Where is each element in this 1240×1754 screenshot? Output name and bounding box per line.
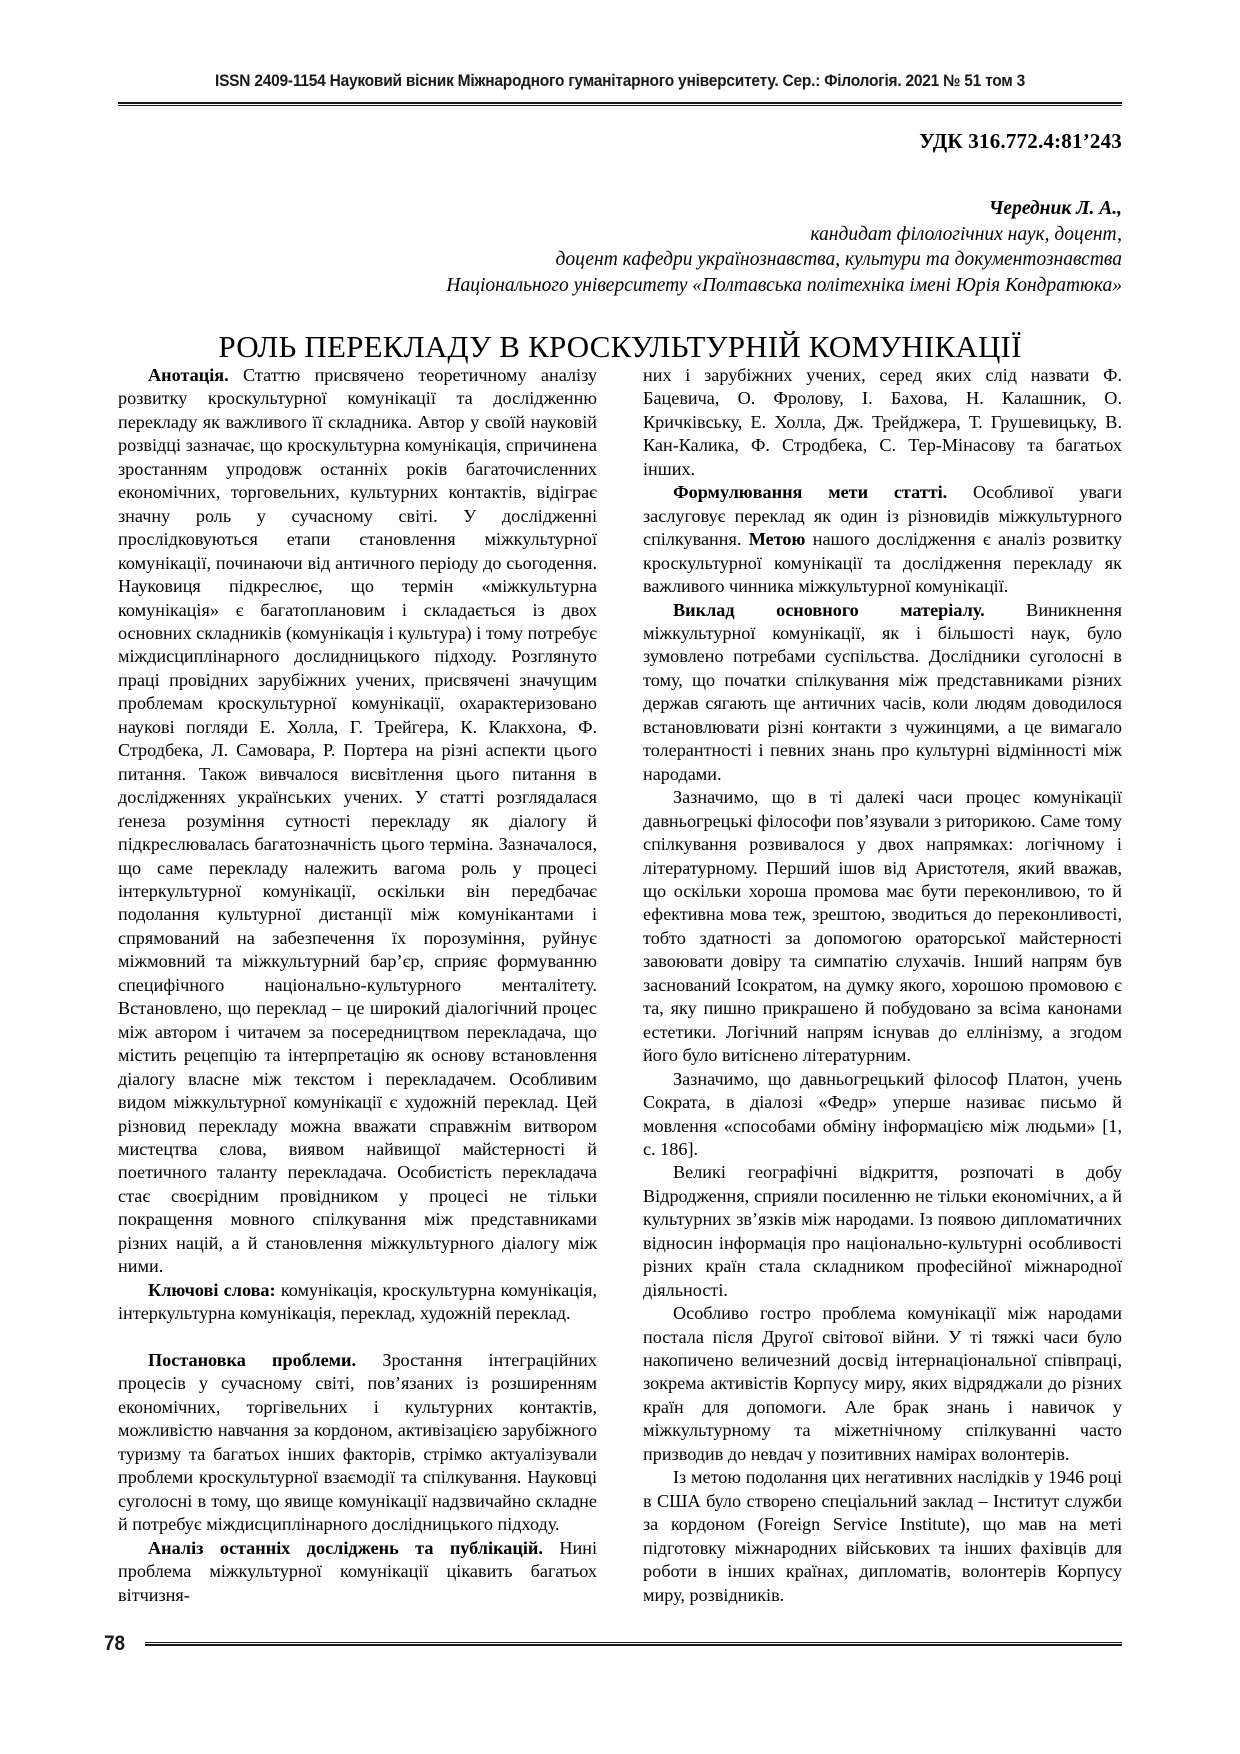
material-body: Виникнення міжкультурної комунікації, як і більшості наук, було зумовлено потребами суспільства. Дослідники суголосні в тому, що початки спілкування між представниками різних держав сягають ще античних часів, коли людям доводилося встановлювати різні контакти з чужинцями, а це вимагало толерантності і певних знань про культурні відмінності між народами. [643,599,1122,784]
analysis-paragraph [118,1537,597,1607]
analysis-continuation: них і зарубіжних учених, серед яких слід назвати Ф. Бацевича, О. Фролову, І. Бахова, Н. Калашник, О. Кричківську, Е. Холла, Дж. Трейджера, Т. Грушевицьку, В. Кан-Калика, Ф. Стродбека, С. Тер-Мінасову та багатьох інших. [643,365,1122,479]
keywords-paragraph [118,1279,597,1326]
keywords-label: Ключові слова: [148,1279,276,1300]
header-divider [118,102,1122,106]
fsi-paragraph: Із метою подолання цих негативних наслідків у 1946 році в США було створено спеціальний заклад – Інститут служби за кордоном (Foreign Service Institute), що мав на меті підготовку міжнародних військових та інших фахівців для роботи в інших країнах, дипломатів, волонтерів Корпусу миру, розвідників. [643,1467,1122,1605]
udc-code: УДК 316.772.4:81’243 [919,129,1122,153]
body-columns [118,364,1123,1605]
footer-divider [145,1642,1122,1646]
aim-paragraph [643,481,1122,598]
author-affiliation: Національного університету «Полтавська політехніка імені Юрія Кондратюка» [446,274,1122,296]
analysis-label: Аналіз останніх досліджень та публікацій. [148,1537,543,1558]
problem-label: Постановка проблеми. [148,1350,357,1371]
aim-label-secondary: Метою [748,529,806,550]
analysis-body: Нині проблема міжкультурної комунікації цікавить багатьох вітчизня- [118,1537,597,1605]
running-head-text: ISSN 2409-1154 Науковий вісник Міжнародного гуманітарного університету. Сер.: Філологія. 2021 № 51 том 3 [214,72,1026,90]
running-head [118,72,1122,90]
author-degree: кандидат філологічних наук, доцент, [810,223,1122,245]
greek-paragraph: Зазначимо, що в ті далекі часи процес комунікації давньогрецькі філософи пов’язували з риторикою. Саме тому спілкування розвивалося у двох напрямках: логічному і літературному. Перший ішов від Аристотеля, який вважав, що оскільки хороша промова має бути переконливою, то й ефективна мова теж, зрештою, зводиться до переконливості, тобто здатності за допомогою ораторської майстерності завоювати довіру та симпатію слухачів. Інший напрям був заснований Ісократом, на думку якого, хорошою промовою є та, яку пишно прикрашено й побудовано за всіма канонами естетики. Логічний напрям існував до еллінізму, а згодом його було витіснено літературним. [643,787,1122,1066]
keywords-body: комунікація, кроскультурна комунікація, інтеркультурна комунікація, переклад, художній переклад. [118,1279,598,1324]
article-title: РОЛЬ ПЕРЕКЛАДУ В КРОСКУЛЬТУРНІЙ КОМУНІКАЦІЇ [218,328,1022,364]
problem-body: Зростання інтеграційних процесів у сучасному світі, пов’язаних із розширенням економічних, торгівельних і культурних контактів, можливістю навчання за кордоном, активізацією зарубіжного туризму та багатьох інших факторів, стрімко актуалізували проблеми кроскультурної взаємодії та спілкування. Науковці суголосні в тому, що явище комунікації надзвичайно складне й потребує міждисциплінарного дослідницького підходу. [118,1350,597,1535]
war-paragraph: Особливо гостро проблема комунікації між народами постала після Другої світової війни. У ті тяжкі часи було накопичено величезний досвід інтернаціональної співпраці, зокрема активістів Корпусу миру, яких відряджали до різних країн для допомоги. Але брак знань і навичок у міжкультурному та міжетнічному спілкуванні часто призводив до невдач у позитивних намірах волонтерів. [643,1303,1122,1464]
aim-body-2: нашого дослідження є аналіз розвитку кроскультурної комунікації та дослідження перекладу як важливого чинника міжкультурної комунікації. [643,529,1122,597]
left-column [118,364,598,1605]
discoveries-paragraph: Великі географічні відкриття, розпочаті в добу Відродження, сприяли посиленню не тільки економічних, а й культурних зв’язків між народами. Із появою дипломатичних відносин інформація про національно-культурні особливості різних країн стала складником професійної міжнародної діяльності. [643,1162,1122,1300]
material-paragraph [643,599,1122,787]
right-column [643,364,1123,1605]
aim-body-1: Особливої уваги заслуговує переклад як один із різновидів міжкультурного спілкування. [643,482,1123,550]
plato-paragraph: Зазначимо, що давньогрецький філософ Платон, учень Сократа, в діалозі «Федр» уперше називає письмо й мовлення «способами обміну інформацією між людьми» [1, с. 186]. [643,1068,1122,1159]
page-number: 78 [104,1632,126,1655]
aim-label: Формулювання мети статті. [673,482,948,503]
page-footer [104,1632,1122,1656]
author-name: Чередник Л. А., [988,198,1122,219]
author-position: доцент кафедри українознавства, культури та документознавства [555,249,1122,270]
material-label: Виклад основного матеріалу. [673,599,985,620]
abstract-paragraph [118,364,597,1279]
abstract-body: Статтю присвячено теоретичному аналізу розвитку кроскультурної комунікації та дослідженню перекладу як важливого її складника. Автор у своїй науковій розвідці зазначає, що кроскультурна комунікація, спричинена зростанням упродовж останніх років багаточисленних економічних, торговельних, культурних контактів, відіграє значну роль у сучасному світі. У дослідженні прослідковуються етапи становлення міжкультурної комунікації, починаючи від античного періоду до сьогодення. Науковиця підкреслює, що термін «міжкультурна комунікація» є багатоплановим і складається із двох основних складників (комунікація і культура) і тому потребує міждисциплінарного дослидницького підходу. Розглянуто праці провідних зарубіжних учених, присвячені значущим проблемам кроскультурної комунікації, охарактеризовано наукові погляди Е. Холла, Г. Трейгера, К. Клакхона, Ф. Стродбека, Л. Самовара, Р. Портера на різні аспекти цього питання. Також вивчалося висвітлення цього питання в дослідженнях українських учених. У статті розглядалася ґенеза розуміння сутності перекладу як діалогу й підкреслювалась багатозначність цього терміна. Зазначалося, що саме перекладу належить вагома роль у процесі інтеркультурної комунікації, оскільки він передбачає подолання культурної дистанції між комунікантами і спрямований на забезпечення їх порозуміння, руйнує міжмовний та міжкультурний бар’єр, сприяє формуванню специфічного національно-культурного менталітету. Встановлено, що переклад – це широкий діалогічний процес між автором і читачем за посередництвом перекладача, що містить рецепцію та інтерпретацію як основу встановлення діалогу власне між текстом і перекладачем. Особливим видом міжкультурної комунікації є художній переклад. Цей різновид перекладу можна вважати справжнім витвором мистецтва слова, виявом найвищої майстерності й поетичного таланту перекладача. Особистість перекладача стає своєрідним провідником у процесі не тільки покращення мовного спілкування між представниками різних націй, а й становлення міжкультурного діалогу між ними. [118,365,597,1277]
problem-paragraph [118,1349,597,1537]
abstract-label: Анотація. [148,365,229,385]
author-block [217,196,1122,298]
